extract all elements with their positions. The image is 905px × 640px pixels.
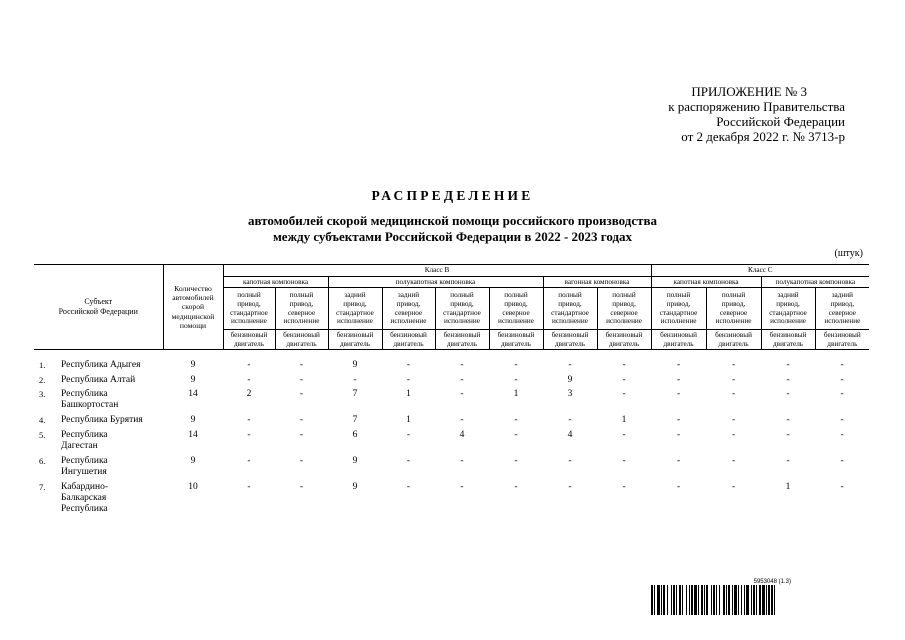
table-row xyxy=(34,375,869,386)
value-cell: 4 xyxy=(459,430,465,440)
row-number: 5. xyxy=(39,430,46,440)
value-cell: 9 xyxy=(567,375,573,385)
value-cell: - xyxy=(460,482,464,492)
subject-name: Республика Бурятия xyxy=(61,415,143,425)
value-cell: - xyxy=(460,375,464,385)
table-row xyxy=(34,482,869,515)
subject-name: Кабардино- Балкарская Республика xyxy=(61,482,109,514)
value-cell: - xyxy=(299,456,304,466)
value-cell: - xyxy=(622,375,626,385)
drive-type-header: полный привод, северное исполнение xyxy=(275,288,328,330)
subject-name: Республика Алтай xyxy=(61,375,136,385)
value-cell: - xyxy=(731,389,736,399)
value-cell: - xyxy=(299,389,304,399)
value-cell: - xyxy=(247,375,251,385)
value-cell: - xyxy=(514,415,518,425)
value-cell: 9 xyxy=(352,482,358,492)
document-title: РАСПРЕДЕЛЕНИЕ xyxy=(371,188,534,203)
layout-hood-header: капотная компоновка xyxy=(223,277,328,288)
row-number: 1. xyxy=(39,360,46,370)
value-cell: - xyxy=(840,430,844,440)
quantity-cell: 14 xyxy=(188,430,198,440)
value-cell: - xyxy=(514,456,518,466)
value-cell: 1 xyxy=(513,389,519,399)
class-b-header: Класс В xyxy=(223,265,651,277)
engine-type-header: бензиновый двигатель xyxy=(543,330,597,350)
engine-type-header: бензиновый двигатель xyxy=(489,330,543,350)
annex-title: ПРИЛОЖЕНИЕ № 3 xyxy=(691,84,807,99)
value-cell: - xyxy=(676,482,681,492)
document-subtitle xyxy=(0,213,905,245)
value-cell: - xyxy=(406,375,411,385)
annex-line: Российской Федерации xyxy=(716,114,845,129)
value-cell: - xyxy=(676,415,681,425)
engine-type-header: бензиновый двигатель xyxy=(815,330,869,350)
engine-type-header: бензиновый двигатель xyxy=(328,330,382,350)
drive-type-header: полный привод, стандартное исполнение xyxy=(435,288,489,330)
layout-van-header: вагонная компоновка xyxy=(543,277,651,288)
value-cell: 7 xyxy=(352,389,358,399)
engine-type-header: бензиновый двигатель xyxy=(597,330,651,350)
drive-type-header: полный привод, стандартное исполнение xyxy=(651,288,706,330)
value-cell: - xyxy=(840,415,844,425)
annex-date-line: от 2 декабря 2022 г. № 3713-р xyxy=(681,129,845,144)
engine-type-header: бензиновый двигатель xyxy=(382,330,435,350)
value-cell: - xyxy=(840,389,844,399)
drive-type-header: полный привод, северное исполнение xyxy=(597,288,651,330)
subtitle-line: между субъектами Российской Федерации в 2022 - 2023 годах xyxy=(272,229,633,244)
value-cell: - xyxy=(786,430,790,440)
value-cell: - xyxy=(731,430,736,440)
drive-type-header: полный привод, стандартное исполнение xyxy=(543,288,597,330)
table-row xyxy=(34,415,869,426)
subject-name: Республика Ингушетия xyxy=(61,456,108,477)
table-row xyxy=(34,389,869,411)
row-number: 6. xyxy=(39,456,46,466)
value-cell: - xyxy=(406,360,411,370)
table-body xyxy=(34,350,869,520)
value-cell: - xyxy=(568,482,572,492)
drive-type-header: задний привод, северное исполнение xyxy=(815,288,869,330)
value-cell: 2 xyxy=(246,389,252,399)
value-cell: - xyxy=(406,430,411,440)
value-cell: - xyxy=(622,456,626,466)
row-number: 3. xyxy=(39,389,46,399)
quantity-cell: 9 xyxy=(190,415,196,425)
distribution-table xyxy=(34,264,869,519)
value-cell: - xyxy=(840,482,844,492)
value-cell: - xyxy=(514,430,518,440)
value-cell: - xyxy=(299,482,304,492)
layout-semi-hood-header: полукапотная компоновка xyxy=(328,277,543,288)
subtitle-line: автомобилей скорой медицинской помощи российского производства xyxy=(247,213,658,228)
engine-type-header: бензиновый двигатель xyxy=(761,330,815,350)
value-cell: 1 xyxy=(406,415,411,425)
value-cell: - xyxy=(622,430,626,440)
drive-type-header: задний привод, стандартное исполнение xyxy=(761,288,815,330)
value-cell: - xyxy=(247,415,251,425)
value-cell: - xyxy=(731,360,736,370)
quantity-header: Количество автомобилей скорой медицинской помощи xyxy=(163,265,223,350)
engine-type-header: бензиновый двигатель xyxy=(706,330,761,350)
value-cell: - xyxy=(247,456,251,466)
row-number: 2. xyxy=(39,375,46,385)
row-number: 4. xyxy=(39,415,46,425)
value-cell: - xyxy=(514,360,518,370)
value-cell: - xyxy=(786,375,790,385)
table-row xyxy=(34,456,869,478)
class-c-header: Класс С xyxy=(651,265,869,277)
value-cell: - xyxy=(786,456,790,466)
value-cell: - xyxy=(353,375,357,385)
table-row xyxy=(34,430,869,452)
value-cell: - xyxy=(299,430,304,440)
table-header xyxy=(34,265,869,350)
value-cell: - xyxy=(460,389,464,399)
annex-line: к распоряжению Правительства xyxy=(668,99,845,114)
value-cell: - xyxy=(622,389,626,399)
value-cell: - xyxy=(299,415,304,425)
engine-type-header: бензиновый двигатель xyxy=(275,330,328,350)
value-cell: - xyxy=(460,415,464,425)
barcode-block xyxy=(651,579,869,615)
value-cell: - xyxy=(731,482,736,492)
engine-type-header: бензиновый двигатель xyxy=(651,330,706,350)
table-row xyxy=(34,360,869,371)
value-cell: - xyxy=(299,360,304,370)
value-cell: - xyxy=(460,360,464,370)
value-cell: - xyxy=(247,430,251,440)
value-cell: - xyxy=(247,360,251,370)
value-cell: - xyxy=(568,415,572,425)
value-cell: - xyxy=(568,456,572,466)
value-cell: 4 xyxy=(567,430,573,440)
quantity-cell: 14 xyxy=(188,389,198,399)
quantity-cell: 9 xyxy=(190,456,196,466)
row-number: 7. xyxy=(39,482,46,492)
drive-type-header: полный привод, северное исполнение xyxy=(489,288,543,330)
value-cell: - xyxy=(731,375,736,385)
value-cell: 7 xyxy=(352,415,358,425)
layout-hood-header: капотная компоновка xyxy=(651,277,761,288)
value-cell: - xyxy=(676,360,681,370)
value-cell: - xyxy=(676,375,681,385)
annex-block xyxy=(615,84,845,144)
quantity-cell: 9 xyxy=(190,360,196,370)
value-cell: - xyxy=(299,375,304,385)
drive-type-header: задний привод, стандартное исполнение xyxy=(328,288,382,330)
quantity-cell: 10 xyxy=(188,482,198,492)
value-cell: - xyxy=(786,360,790,370)
value-cell: - xyxy=(514,482,518,492)
value-cell: 1 xyxy=(621,415,627,425)
value-cell: - xyxy=(622,360,626,370)
value-cell: - xyxy=(406,456,411,466)
value-cell: - xyxy=(460,456,464,466)
engine-type-header: бензиновый двигатель xyxy=(223,330,275,350)
value-cell: - xyxy=(514,375,518,385)
value-cell: 3 xyxy=(567,389,573,399)
value-cell: - xyxy=(247,482,251,492)
layout-semi-hood-header: полукапотная компоновка xyxy=(761,277,869,288)
engine-type-header: бензиновый двигатель xyxy=(435,330,489,350)
value-cell: - xyxy=(676,456,681,466)
value-cell: - xyxy=(786,415,790,425)
value-cell: - xyxy=(406,482,411,492)
value-cell: 1 xyxy=(785,482,791,492)
barcode-number: 5953048 (1.3) xyxy=(753,579,791,585)
value-cell: 9 xyxy=(352,360,358,370)
quantity-cell: 9 xyxy=(190,375,196,385)
value-cell: - xyxy=(840,375,844,385)
value-cell: 1 xyxy=(406,389,411,399)
units-label: (штук) xyxy=(834,248,863,259)
value-cell: - xyxy=(840,456,844,466)
value-cell: 9 xyxy=(352,456,358,466)
drive-type-header: полный привод, северное исполнение xyxy=(706,288,761,330)
value-cell: - xyxy=(568,360,572,370)
subject-name: Республика Дагестан xyxy=(61,430,108,451)
value-cell: - xyxy=(731,415,736,425)
drive-type-header: полный привод, стандартное исполнение xyxy=(223,288,275,330)
barcode-image xyxy=(651,585,869,615)
value-cell: - xyxy=(731,456,736,466)
subject-header: Субъект Российской Федерации xyxy=(34,265,163,350)
subject-name: Республика Башкортостан xyxy=(61,389,119,410)
value-cell: - xyxy=(676,430,681,440)
value-cell: - xyxy=(786,389,790,399)
value-cell: - xyxy=(622,482,626,492)
value-cell: 6 xyxy=(352,430,358,440)
drive-type-header: задний привод, северное исполнение xyxy=(382,288,435,330)
value-cell: - xyxy=(840,360,844,370)
value-cell: - xyxy=(676,389,681,399)
subject-name: Республика Адыгея xyxy=(61,360,141,370)
